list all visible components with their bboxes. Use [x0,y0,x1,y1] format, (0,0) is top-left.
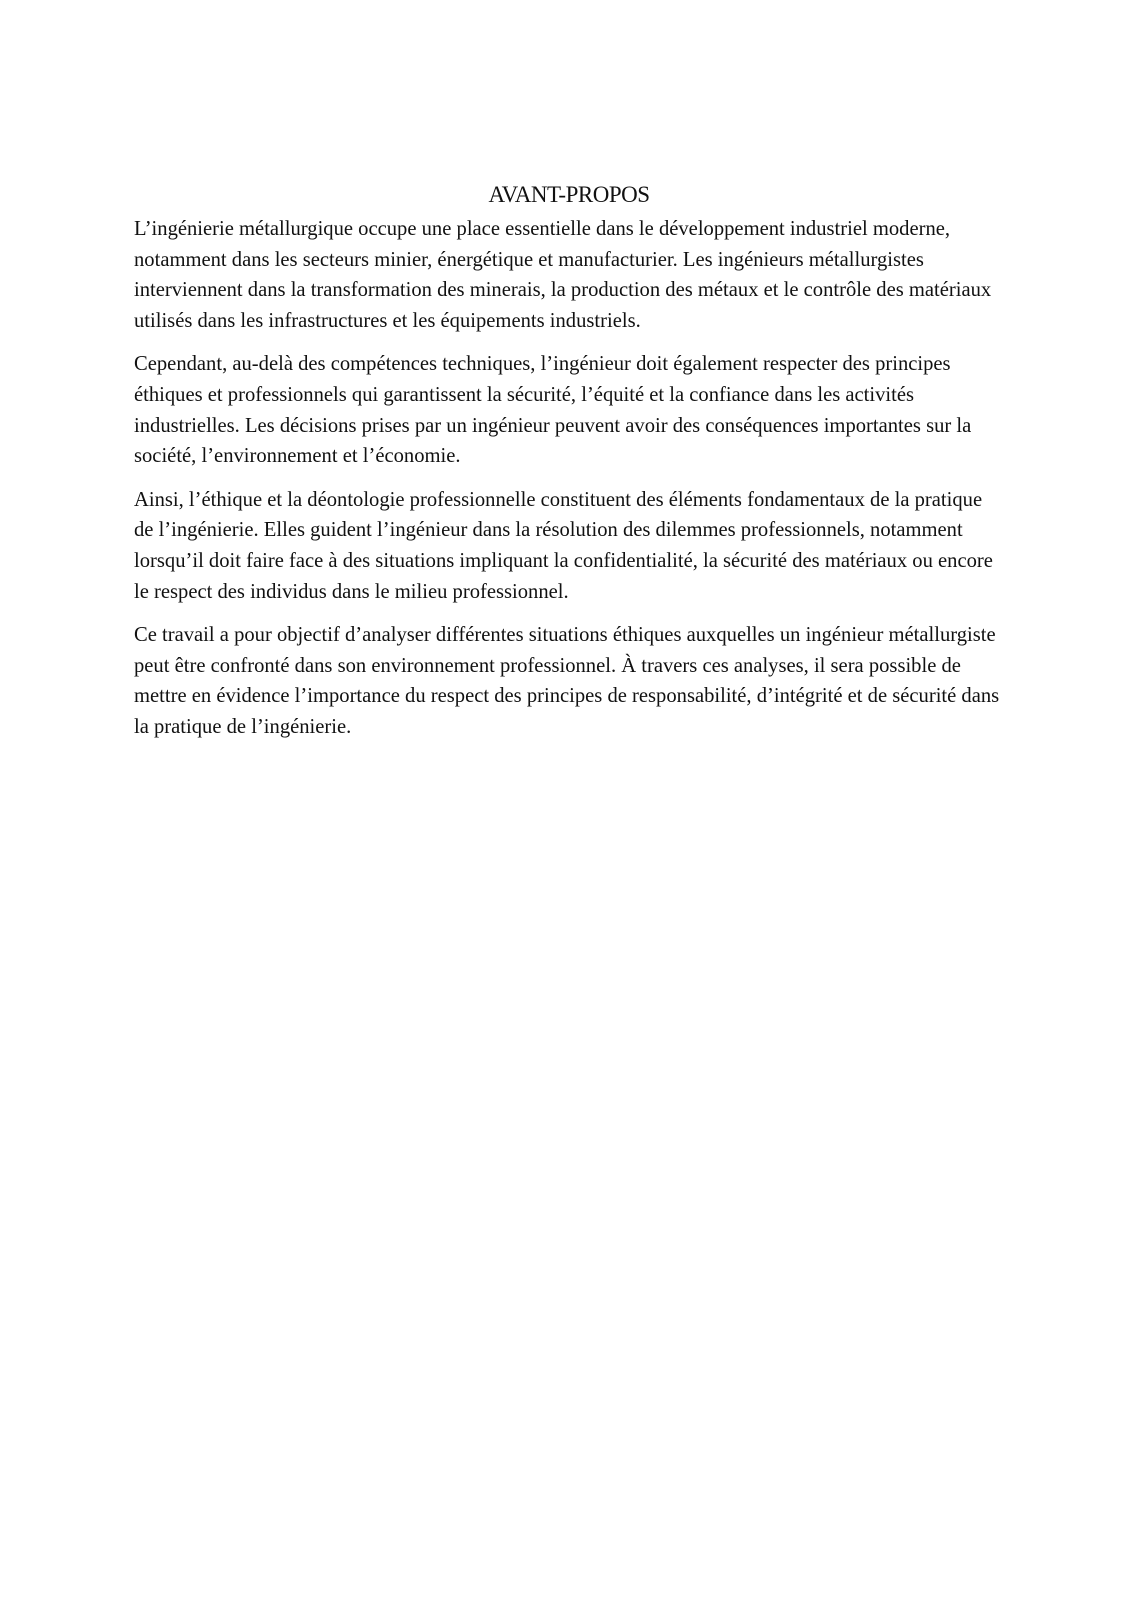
paragraph-2: Cependant, au-delà des compétences techniques, l’ingénieur doit également respecter des principes éthiques et professionnels qui garantissent la sécurité, l’équité et la confiance dans les activités industrielles. Les décisions prises par un ingénieur peuvent avoir des conséquences importantes sur la société, l’environnement et l’économie. [134,353,972,468]
paragraph-4: Ce travail a pour objectif d’analyser différentes situations éthiques auxquelles un ingénieur métallurgiste peut être confronté dans son environnement professionnel. À travers ces analyses, il sera possible de mettre en évidence l’importance du respect des principes de responsabilité, d’intégrité et de sécurité dans la pratique de l’ingénierie. [134,624,1000,738]
page-title: AVANT-PROPOS [488,182,650,207]
paragraph-1: L’ingénierie métallurgique occupe une place essentielle dans le développement industriel moderne, notamment dans les secteurs minier, énergétique et manufacturier. Les ingénieurs métallurgistes interviennent dans la transformation des minerais, la production des métaux et le contrôle des matériaux utilisés dans les infrastructures et les équipements industriels. [134,218,992,332]
paragraph-3: Ainsi, l’éthique et la déontologie professionnelle constituent des éléments fondamentaux de la pratique de l’ingénierie. Elles guident l’ingénieur dans la résolution des dilemmes professionnels, notamment lorsqu’il doit faire face à des situations impliquant la confidentialité, la sécurité des matériaux ou encore le respect des individus dans le milieu professionnel. [134,488,993,603]
document-body [134,180,1004,756]
